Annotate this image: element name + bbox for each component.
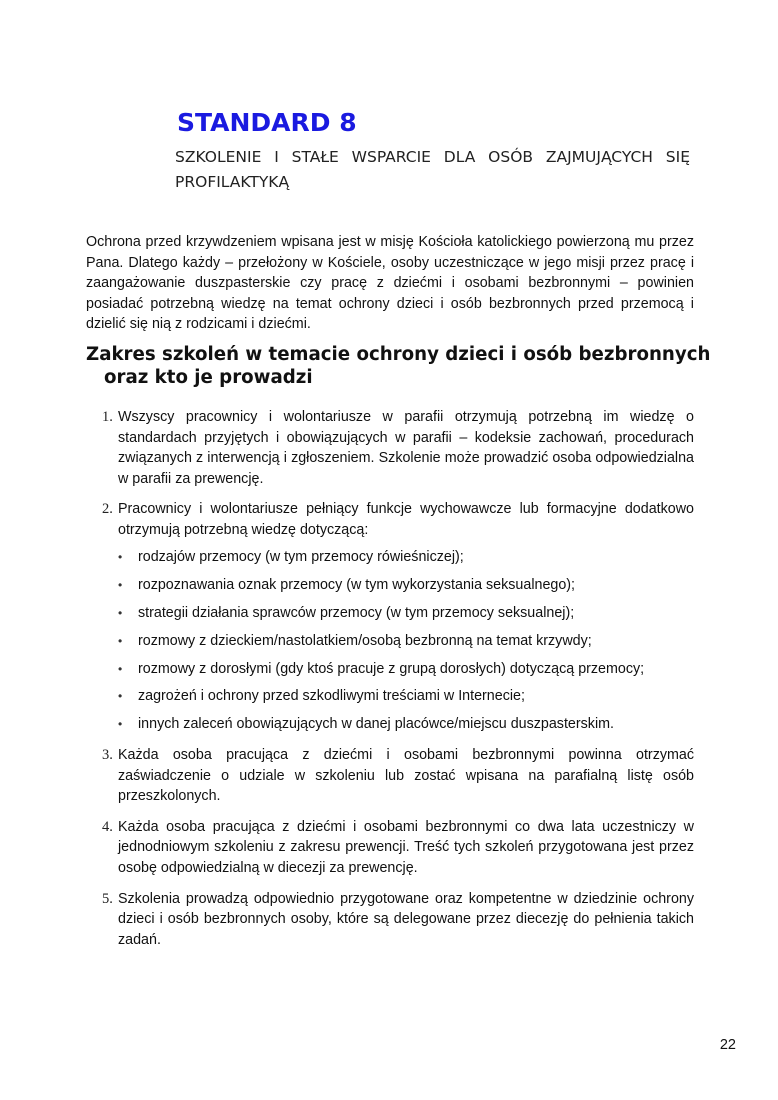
standard-subtitle-line-2: PROFILAKTYKĄ [175,173,290,191]
bullet-text: innych zaleceń obowiązujących w danej placówce/miejscu duszpasterskim. [138,716,614,733]
section-heading: Zakres szkoleń w temacie ochrony dzieci i osób bezbronnych oraz kto je prowadzi [86,344,711,388]
list-item-number: 2. [102,501,113,518]
page-number: 22 [719,1037,736,1053]
bullet-text: strategii działania sprawców przemocy (w tym przemocy seksualnej); [138,604,575,621]
standard-title: STANDARD 8 [177,108,357,137]
bullet-dot-icon: • [118,549,123,564]
standard-subtitle [175,145,690,195]
bullet-item [118,603,694,624]
list-item-number: 4. [102,818,113,835]
list-item [86,817,694,879]
bullet-dot-icon: • [118,661,123,676]
list-item-text: Szkolenia prowadzą odpowiednio przygotowane oraz kompetentne w dziedzinie ochrony dzieci i osób bezbronnych osoby, które są delegowane przez diecezję do pełnienia takich zadań. [118,890,694,948]
list-item [86,499,694,735]
list-item-text: Wszyscy pracownicy i wolontariusze w parafii otrzymują potrzebną im wiedzę o standardach przyjętych i obowiązujących w parafii – kodeksie zachowań, procedurach związanych z interwencją i zgłoszeniem. Szkolenie może prowadzić osoba odpowiedzialna w parafii za prewencję. [118,409,694,487]
bullet-list [118,547,694,736]
list-item [86,889,694,951]
bullet-dot-icon: • [118,577,123,592]
list-item-text: Każda osoba pracująca z dziećmi i osobami bezbronnymi co dwa lata uczestniczy w jednodniowym szkoleniu z zakresu prewencji. Treść tych szkoleń przygotowana jest przez osobę odpowiedzialną w diecezji za prewencję. [118,818,694,877]
bullet-item [118,575,694,596]
bullet-item [118,686,694,707]
bullet-item [118,547,694,568]
list-item-number: 3. [102,747,113,764]
bullet-text: rodzajów przemocy (w tym przemocy rówieśniczej); [138,548,464,565]
bullet-text: rozmowy z dorosłymi (gdy ktoś pracuje z grupą dorosłych) dotyczącą przemocy; [138,660,645,677]
list-item-number: 5. [102,890,113,907]
training-list [86,407,694,960]
bullet-dot-icon: • [118,605,123,620]
list-item-text: Pracownicy i wolontariusze pełniący funkcje wychowawcze lub formacyjne dodatkowo otrzymują potrzebną wiedzę dotyczącą: [118,501,694,538]
bullet-dot-icon: • [118,633,123,648]
list-item [86,407,694,489]
bullet-item [118,714,694,735]
bullet-text: zagrożeń i ochrony przed szkodliwymi treściami w Internecie; [138,688,525,705]
bullet-dot-icon: • [118,689,123,704]
bullet-text: rozpoznawania oznak przemocy (w tym wykorzystania seksualnego); [138,576,576,593]
list-item-text: Każda osoba pracująca z dziećmi i osobami bezbronnymi powinna otrzymać zaświadczenie o udziale w szkoleniu lub zostać wpisana na parafialną listę osób przeszkolonych. [118,747,694,805]
standard-subtitle-line-1: SZKOLENIE I STAŁE WSPARCIE DLA OSÓB ZAJMUJĄCYCH SIĘ [175,148,690,166]
bullet-text: rozmowy z dzieckiem/nastolatkiem/osobą bezbronną na temat krzywdy; [138,632,592,649]
intro-paragraph: Ochrona przed krzywdzeniem wpisana jest w misję Kościoła katolickiego powierzoną mu przez Pana. Dlatego każdy – przełożony w Kościele, osoby uczestniczące w jego misji przez pracę i zaangażowanie duszpasterskie czy pracę z dziećmi i osobami bezbronnymi – powinien posiadać potrzebną wiedzę na temat ochrony dzieci i osób bezbronnych przed przemocą i dzielić się nią z rodzicami i dziećmi. [86,234,694,333]
bullet-item [118,659,694,680]
list-item-number: 1. [102,409,113,425]
list-item [86,745,694,807]
bullet-dot-icon: • [118,717,123,732]
bullet-item [118,631,694,652]
